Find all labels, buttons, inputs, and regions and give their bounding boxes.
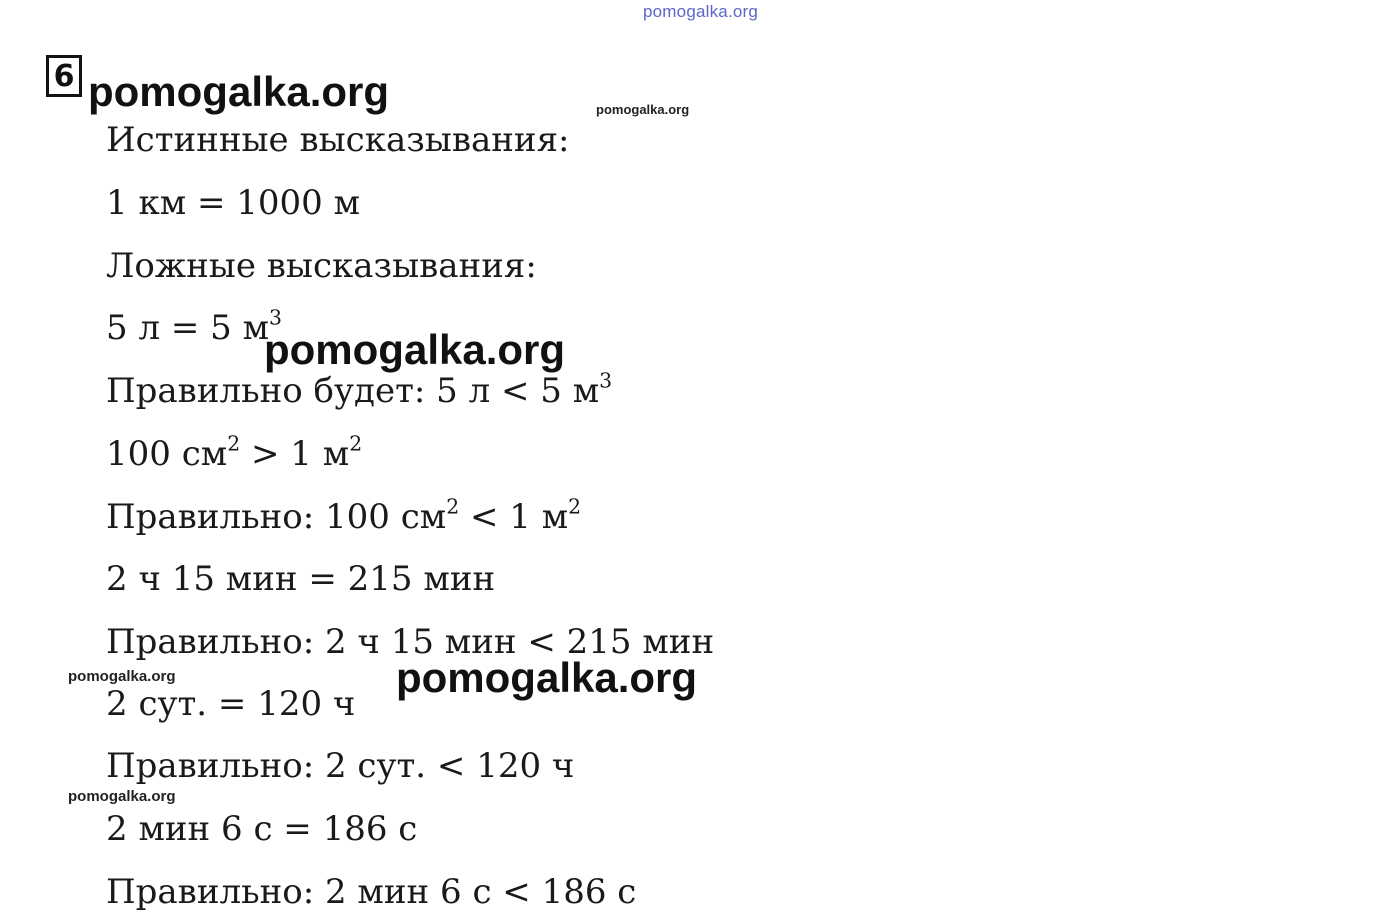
exponent: 2 xyxy=(446,494,460,519)
statement-text: 5 л = 5 м xyxy=(106,308,270,348)
statement-text: 100 см xyxy=(106,434,228,474)
statement-line: 2 сут. = 120 ч xyxy=(106,684,356,724)
statement-text-rest: < 1 м xyxy=(459,497,569,537)
watermark-small-left-2: pomogalka.org xyxy=(68,788,176,805)
watermark-small-1: pomogalka.org xyxy=(596,102,690,117)
statement-line: 1 км = 1000 м xyxy=(106,183,361,223)
exponent: 3 xyxy=(269,305,283,330)
statement-text-rest: > 1 м xyxy=(240,434,350,474)
watermark-big-lower: pomogalka.org xyxy=(396,654,698,701)
statement-line: 2 мин 6 с = 186 с xyxy=(106,809,418,849)
statement-line xyxy=(106,305,283,348)
statement-text: Правильно будет: 5 л < 5 м xyxy=(106,371,600,411)
correction-line: Правильно: 2 мин 6 с < 186 с xyxy=(106,872,637,912)
true-statements-heading: Истинные высказывания: xyxy=(106,120,570,160)
watermark-small-left-1: pomogalka.org xyxy=(68,668,176,685)
exponent: 3 xyxy=(599,368,613,393)
statement-line xyxy=(106,431,363,474)
site-watermark-top: pomogalka.org xyxy=(643,2,759,21)
false-statements-heading: Ложные высказывания: xyxy=(106,246,537,286)
exponent: 2 xyxy=(568,494,582,519)
title-watermark: pomogalka.org xyxy=(88,68,390,115)
correction-line xyxy=(106,494,582,537)
watermark-big-middle: pomogalka.org xyxy=(264,326,566,373)
correction-line: Правильно: 2 сут. < 120 ч xyxy=(106,746,575,786)
correction-line xyxy=(106,368,613,411)
statement-line: 2 ч 15 мин = 215 мин xyxy=(106,559,496,599)
statement-text: Правильно: 100 см xyxy=(106,497,447,537)
exponent: 2 xyxy=(349,431,363,456)
exponent: 2 xyxy=(227,431,241,456)
correction-line: Правильно: 2 ч 15 мин < 215 мин xyxy=(106,622,715,662)
task-number-box: 6 xyxy=(46,55,82,97)
